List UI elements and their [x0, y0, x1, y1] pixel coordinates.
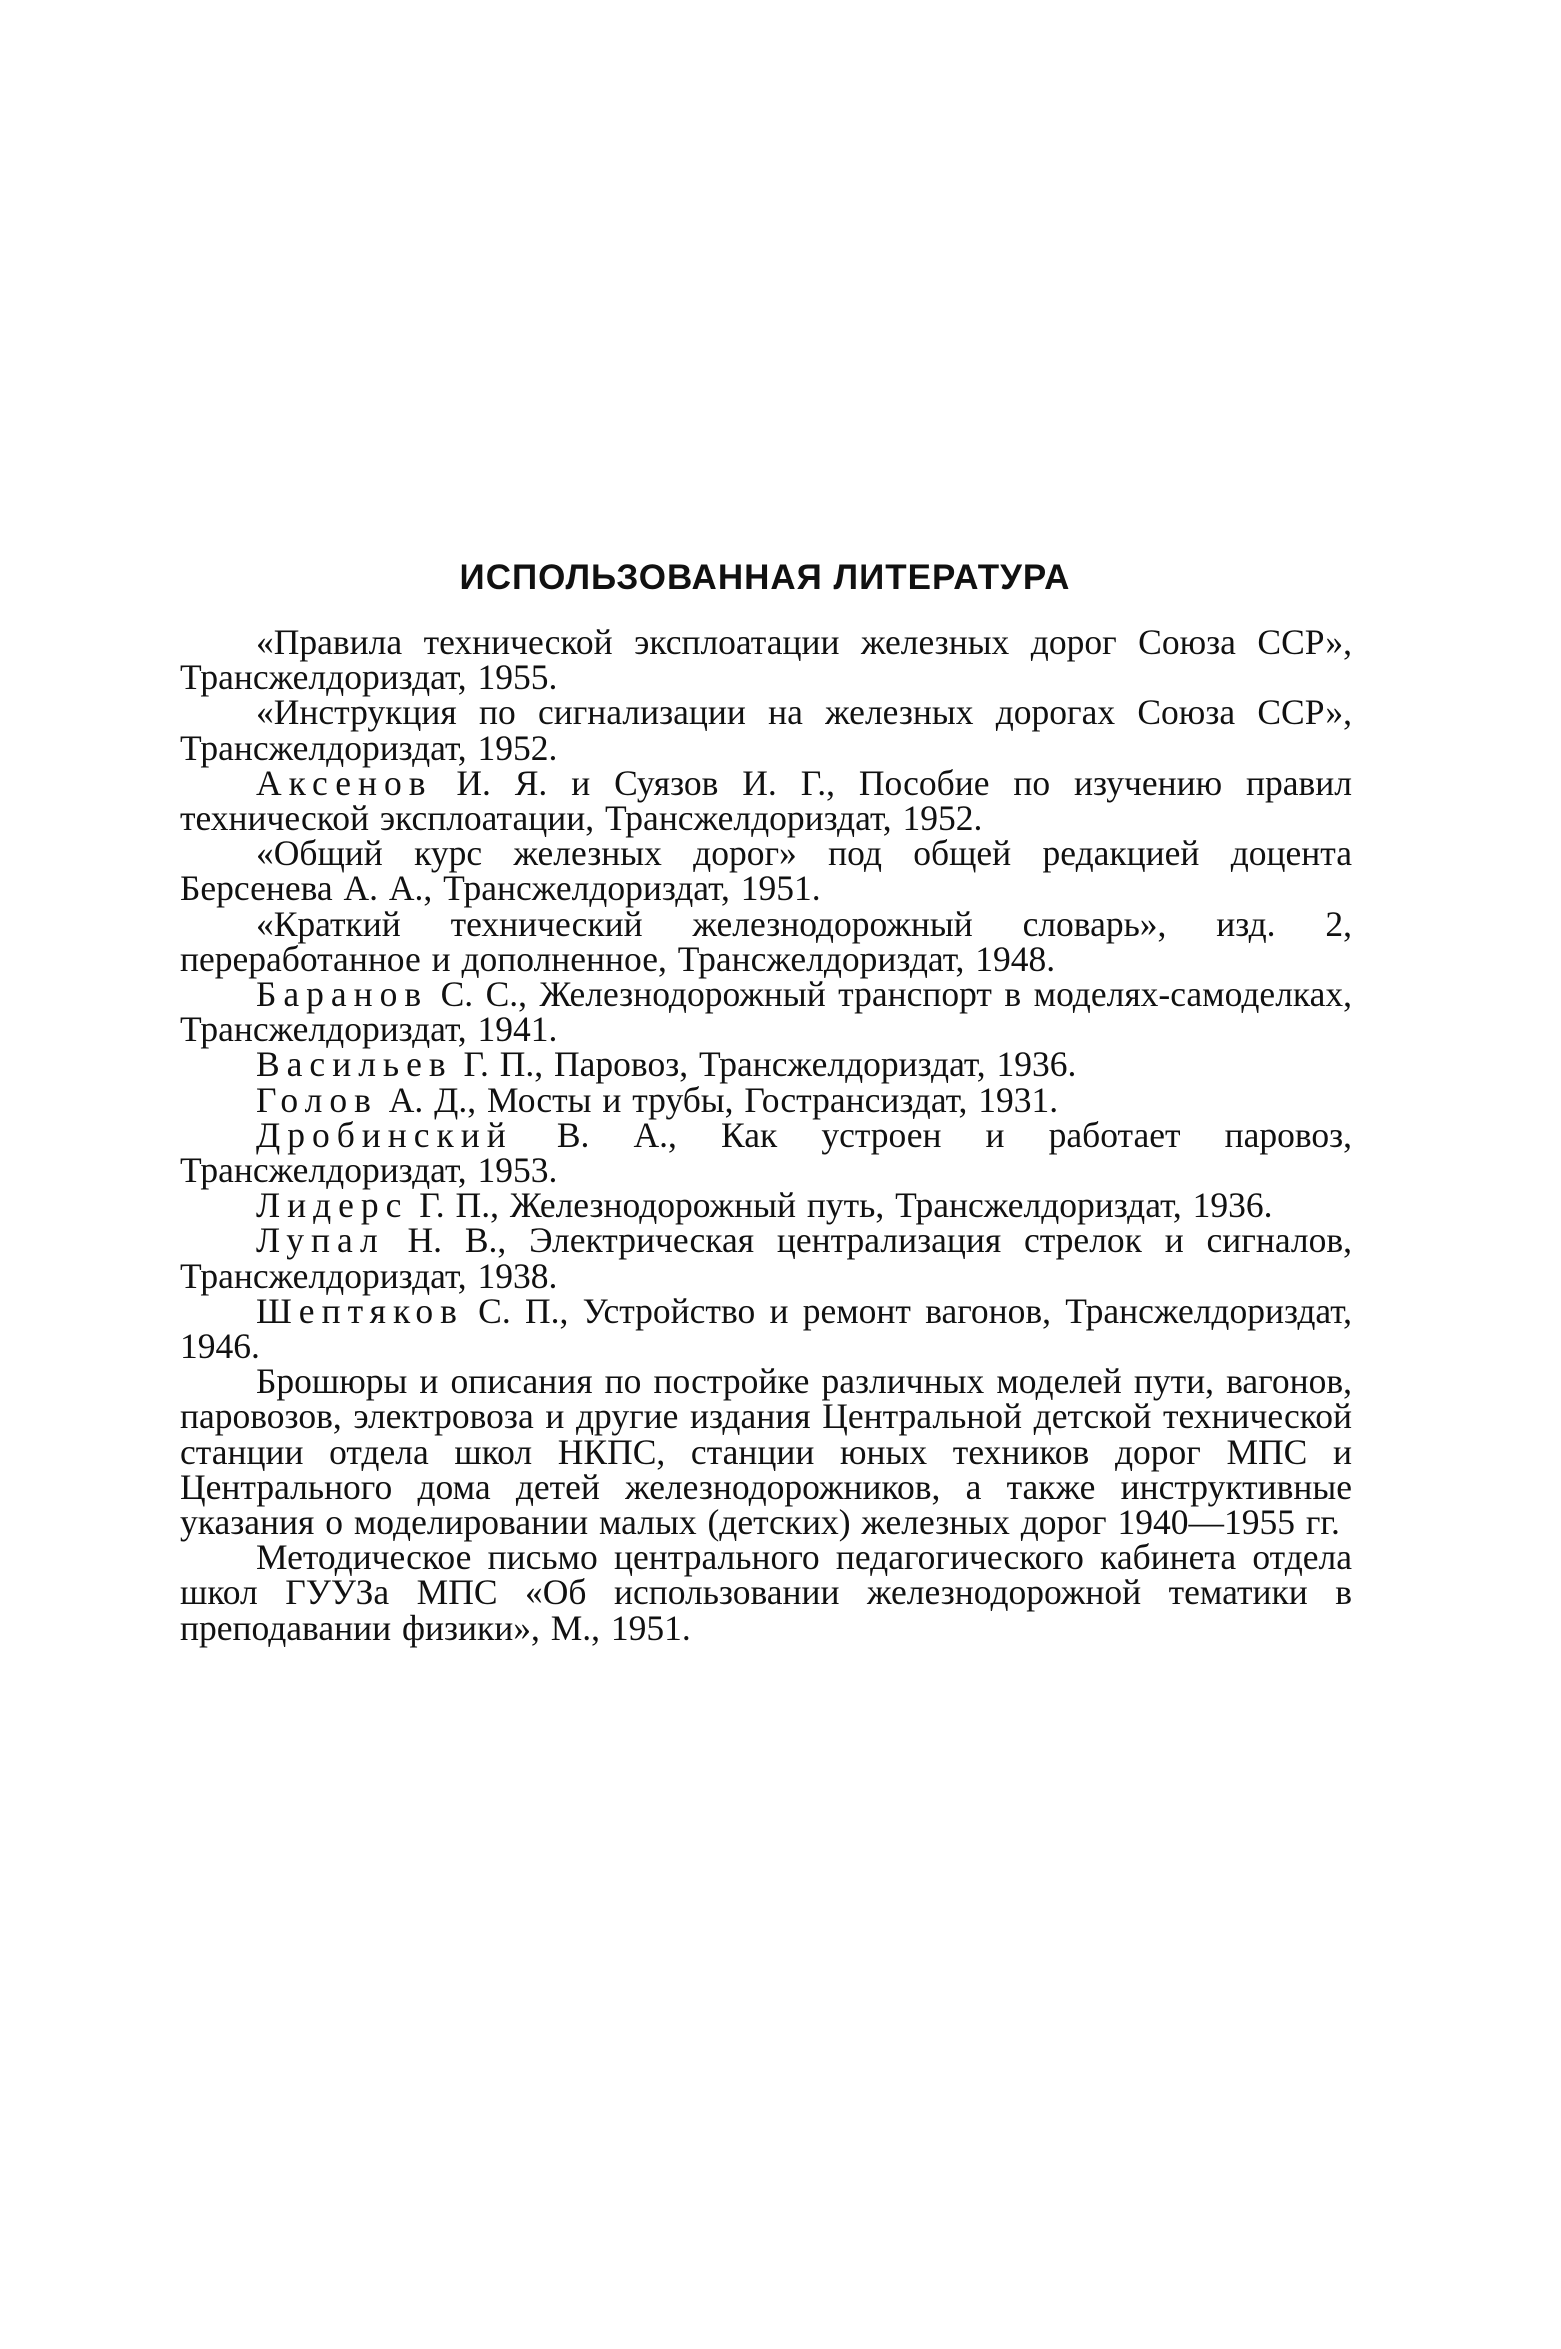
reference-text: Н. В., Электрическая централизация стрелок и сигналов, Трансжелдориздат, 1938. — [180, 1220, 1352, 1296]
reference-author: Васильев — [256, 1044, 453, 1085]
reference-item-5 — [180, 903, 1352, 979]
page-title: ИСПОЛЬЗОВАННАЯ ЛИТЕРАТУРА — [459, 558, 1071, 597]
reference-author: Аксенов — [256, 762, 433, 803]
reference-item-8 — [180, 1079, 1352, 1120]
reference-text: «Краткий технический железнодорожный словарь», изд. 2, переработанное и дополненное, Трансжелдориздат, 1948. — [180, 903, 1352, 979]
reference-text: Методическое письмо центрального педагогического кабинета отдела школ ГУУЗа МПС «Об использовании железнодорожной тематики в преподавании физики», М., 1951. — [180, 1537, 1352, 1648]
reference-item-12 — [180, 1290, 1352, 1367]
reference-author: Баранов — [256, 974, 429, 1015]
reference-item-1 — [180, 622, 1352, 698]
reference-item-6 — [180, 974, 1352, 1050]
reference-text: Г. П., Паровоз, Трансжелдориздат, 1936. — [452, 1044, 1077, 1085]
reference-text: С. П., Устройство и ремонт вагонов, Трансжелдориздат, 1946. — [180, 1290, 1352, 1367]
reference-text: Г. П., Железнодорожный путь, Трансжелдориздат, 1936. — [408, 1185, 1273, 1226]
reference-item-11 — [180, 1220, 1352, 1296]
reference-text: В. А., Как устроен и работает паровоз, Трансжелдориздат, 1953. — [180, 1114, 1352, 1191]
reference-author: Голов — [256, 1079, 378, 1120]
reference-item-4 — [180, 833, 1352, 909]
reference-item-2 — [180, 692, 1352, 768]
reference-author: Лидерс — [256, 1185, 409, 1226]
reference-author: Дробинский — [256, 1114, 513, 1155]
reference-item-10 — [180, 1185, 1352, 1226]
reference-text: С. С., Железнодорожный транспорт в моделях-самоделках, Трансжелдориздат, 1941. — [180, 974, 1352, 1050]
reference-item-7 — [180, 1044, 1352, 1085]
reference-text: «Общий курс железных дорог» под общей редакцией доцента Берсенева А. А., Трансжелдориздат, 1951. — [180, 833, 1352, 909]
reference-item-3 — [180, 762, 1352, 839]
reference-item-14 — [180, 1537, 1352, 1648]
reference-author: Шептяков — [256, 1290, 464, 1331]
reference-text: Брошюры и описания по постройке различных моделей пути, вагонов, паровозов, электровоза и другие издания Центральной детской технической станции отдела школ НКПС, станции юных техников дорог МПС и Центрального дома детей железнодорожников, а также инструктивные указания о моделировании малых (детских) железных дорог 1940—1955 гг. — [180, 1361, 1352, 1543]
reference-text: А. Д., Мосты и трубы, Гострансиздат, 1931. — [377, 1079, 1059, 1120]
reference-text: И. Я. и Суязов И. Г., Пособие по изучению правил технической эксплоатации, Трансжелдориздат, 1952. — [180, 762, 1352, 839]
reference-text: «Инструкция по сигнализации на железных дорогах Союза ССР», Трансжелдориздат, 1952. — [180, 692, 1352, 768]
reference-item-13 — [180, 1361, 1352, 1543]
reference-text: «Правила технической эксплоатации железных дорог Союза ССР», Трансжелдориздат, 1955. — [180, 622, 1352, 698]
reference-item-9 — [180, 1114, 1352, 1191]
reference-author: Лупал — [256, 1220, 385, 1261]
reference-list — [180, 622, 1352, 1648]
